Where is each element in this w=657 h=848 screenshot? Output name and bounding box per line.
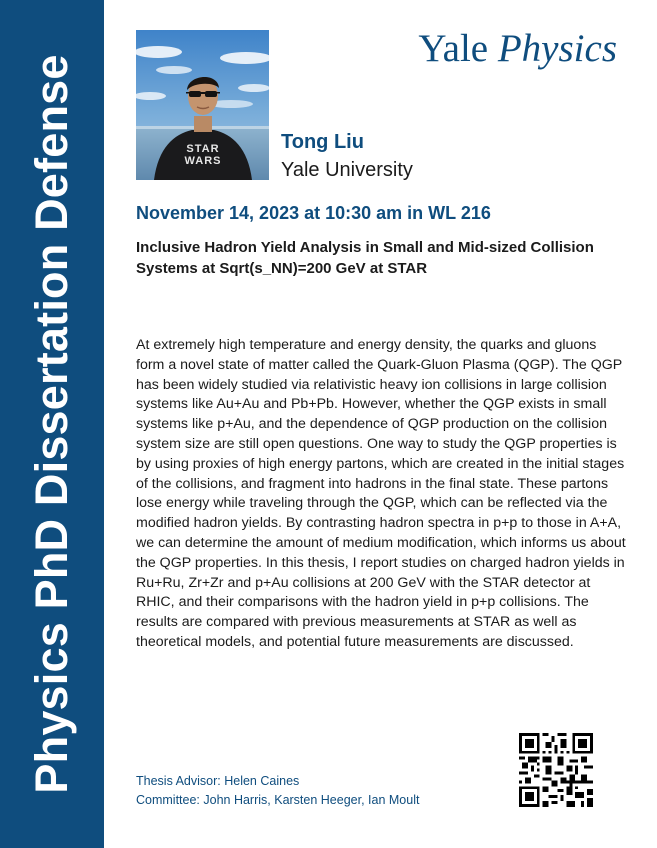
svg-text:STAR: STAR (186, 143, 220, 155)
speaker-name: Tong Liu (281, 131, 364, 153)
thesis-advisor: Thesis Advisor: Helen Caines (136, 774, 300, 788)
logo-word-physics: Physics (497, 27, 617, 70)
sidebar-banner (0, 0, 104, 848)
yale-physics-logo (418, 26, 617, 71)
logo-word-yale: Yale (418, 27, 489, 70)
speaker-affiliation: Yale University (281, 159, 413, 181)
speaker-photo (136, 30, 269, 180)
qr-code-icon[interactable] (519, 733, 593, 807)
talk-abstract: At extremely high temperature and energy density, the quarks and gluons form a novel state of matter called the Quark-Gluon Plasma (QGP). The QGP has been widely studied via relativistic heavy ion collisions in large collision systems like Au+Au and Pb+Pb. However, whether the QGP exists in small systems like p+Au, and the dependence of QGP production on the collision system size are still open questions. One way to study the QGP properties is by using proxies of high energy partons, which are created in the initial stages of the collisions, and fragment into hadrons in the final state. These partons lose energy while traveling through the QGP, which can be reflected via the modified hadron yields. By contrasting hadron spectra in p+p to those in A+A, we can determine the amount of medium modification, which informs us about the QGP properties. In this thesis, I report studies on charged hadron yields in Ru+Ru, Zr+Zr and p+Au collisions at 200 GeV with the STAR detector at RHIC, and their comparisons with the hadron yield in p+p collisions. The results are compared with previous measurements at STAR as well as theoretical models, and potential future measurements are discussed. (136, 337, 626, 650)
event-date-location: November 14, 2023 at 10:30 am in WL 216 (136, 203, 491, 223)
talk-title: Inclusive Hadron Yield Analysis in Small and Mid-sized Collision Systems at Sqrt(s_NN)=200 GeV at STAR (136, 239, 594, 277)
svg-text:WARS: WARS (184, 155, 222, 167)
committee-members: Committee: John Harris, Karsten Heeger, Ian Moult (136, 793, 420, 807)
sidebar-title: Physics PhD Dissertation Defense (26, 54, 77, 794)
credits (136, 772, 419, 810)
